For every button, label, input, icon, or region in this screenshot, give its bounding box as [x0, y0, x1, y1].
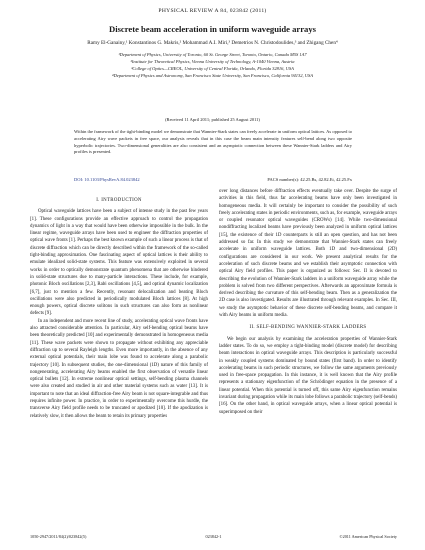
- section-heading-self-bending: II. SELF-BENDING WANNIER-STARK LADDERS: [249, 325, 367, 331]
- affiliations: [30, 52, 395, 80]
- paragraph: In an independent and more recent line of study, accelerating optical wave fronts have also attracted considerable attention. In particular, Airy self-bending optical beams have been theoretically predicted [10] and experimentally demonstrated in homogeneous media [11]. These wave packets were shown to propagate without exhibiting any appreciable diffraction up to several Rayleigh lengths. Even more importantly, in the absence of any external optical potentials, their main lobe was found to accelerate along a parabolic trajectory [10]. In subsequent studies, the one-dimensional (1D) nature of this family of nongenerating, accelerating Airy beams enabled the first observation of versatile linear optical bullets [12]. In extreme nonlinear optical settings, self-bending plasma channels were also created and studied in air and other material systems such as water [13]. It is important to note that an ideal diffraction-free Airy beam is not square-integrable and thus requires infinite power. In practice, in order to experimentally overcome this hurdle, the transverse Airy field profile needs to be truncated or apodized [10]. If the apodization is relatively slow, it then allows the beam to retain its primary properties: [30, 318, 208, 419]
- section-heading-introduction: I. INTRODUCTION: [96, 198, 142, 203]
- paragraph: over long distances before diffraction effects eventually take over. Despite the surge of activities in this field, thus far accelerating beams have only been investigated in homogeneous media. It will certainly be important to consider the possibility of such freely accelerating states in periodic environments, such as, for example, waveguide arrays or coupled resonator optical waveguides (CROWs) [14]. While two-dimensional nondiffracting localized beams have previously been analyzed in uniform optical lattices [15], the existence of their 1D counterparts is still an open question, and has not been addressed so far. In this study we demonstrate that Wannier-Stark states can freely accelerate in uniform waveguide lattices. Both 1D and two-dimensional (2D) configurations are considered in our work. We present analytical results for the acceleration of such discrete beams and we establish their asymptotic connection with optical Airy field profiles. This paper is organized as follows: Sec. II is devoted to describing the evolution of Wannier-Stark ladders in a uniform waveguide array while the problem is solved from two different perspectives. Afterwards an approximate formula is derived describing the curvature of this self-bending beam. Then as a generalization the 2D case is also investigated. Results are illustrated through relevant examples. In Sec. III, we study the asymptotic behavior of these discrete self-bending beams, and compare it with Airy beams in uniform media.: [219, 189, 397, 319]
- paragraph: Optical waveguide lattices have been a subject of intense study in the past few years [1]. These configurations provide an effective approach to control the propagation dynamics of light in a way that would have been otherwise impossible in the bulk. In the linear regime, waveguide arrays have been used to engineer the diffraction properties of optical wave fronts [1]. Perhaps the best known example of such a linear process is that of discrete diffraction which can be directly described within the framework of the so-called tight-binding approximation. One fascinating aspect of optical lattices is their ability to emulate idealized solid-state systems. This feature was extensively exploited in several works in order to optically demonstrate quantum phenomena that are otherwise hindered in solid-state structures due to many-particle interactions. These include, for example, photonic Bloch oscillations [2,3], Rabi oscillations [4,5], and optical dynamic localization [6,7], just to mention a few. Recently, resonant delocalization and beating Bloch oscillations were also predicted in periodically modulated Bloch lattices [8]. At high enough powers, optical discrete solitons in such structures can also form as nonlinear defects [9].: [30, 209, 208, 317]
- paper-title: Discrete beam acceleration in uniform waveguide arrays: [108, 24, 316, 34]
- right-column: [219, 188, 397, 416]
- affiliation-4: ⁴Department of Physics and Astronomy, San Francisco State University, San Francisco, California 94132, USA: [112, 72, 313, 78]
- received-dates: (Received 11 April 2011; published 25 August 2011): [165, 117, 260, 122]
- affiliation-1: ¹Department of Physics, University of Toronto, 60 St. George Street, Toronto, Ontario, Canada M5S 1A7: [118, 52, 307, 57]
- copyright: ©2011 American Physical Society: [339, 534, 397, 539]
- left-column: [30, 197, 208, 420]
- abstract: Within the framework of the tight-binding model we demonstrate that Wannier-Stark states can freely accelerate in uniform optical lattices. As opposed to accelerating Airy wave packets in free space, our analysis reveals that in this case the beam main intensity features self-bend along two opposite hyperbolic trajectories. Two-dimensional generalities are also consistent and an asymptotic connection between these Wannier-Stark ladders and Airy profiles is presented.: [74, 129, 352, 155]
- page-number: 023842-1: [205, 534, 222, 539]
- pacs-numbers: PACS number(s): 42.25.Bs, 42.82.Et, 42.25.Fx: [267, 177, 352, 182]
- affiliation-2: ²Institute for Theoretical Physics, Vienna University of Technology, A-1040 Vienna, Austria: [130, 58, 295, 64]
- journal-header: PHYSICAL REVIEW A 84, 023842 (2011): [158, 8, 267, 14]
- affiliation-3: ³College of Optics—CREOL, University of Central Florida, Orlando, Florida 32816, USA: [131, 65, 294, 71]
- paragraph: We begin our analysis by examining the acceleration properties of Wannier-Stark ladder states. To do so, we employ a tight-binding model (discrete model) for describing beam interactions in optical waveguide arrays. This description is particularly successful in weakly coupled systems dominated by bound states (first band). In order to identify accelerating beams in such periodic structures, we follow the same arguments previously used in free-space propagation. In this instance, it is well known that the Airy profile represents a stationary eigenfunction of the Schrödinger equation in the presence of a linear potential. When this potential is turned off, this same Airy eigenfunction remains invariant during propagation while its main lobe follows a parabolic trajectory (self-bends) [16]. On the other hand, in optical waveguide arrays, when a linear optical potential is superimposed on their: [219, 336, 397, 415]
- author-list: Ramy El-Ganainy,¹ Konstantinos G. Makris,² Mohammad A.I. Miri,³ Demetrios N. Christodoulides,³ and Zhigang Chen⁴: [87, 40, 338, 46]
- footer-code: 1050-2947/2011/84(2)/023842(5): [30, 534, 87, 539]
- doi-link[interactable]: DOI: 10.1103/PhysRevA.84.023842: [74, 177, 140, 182]
